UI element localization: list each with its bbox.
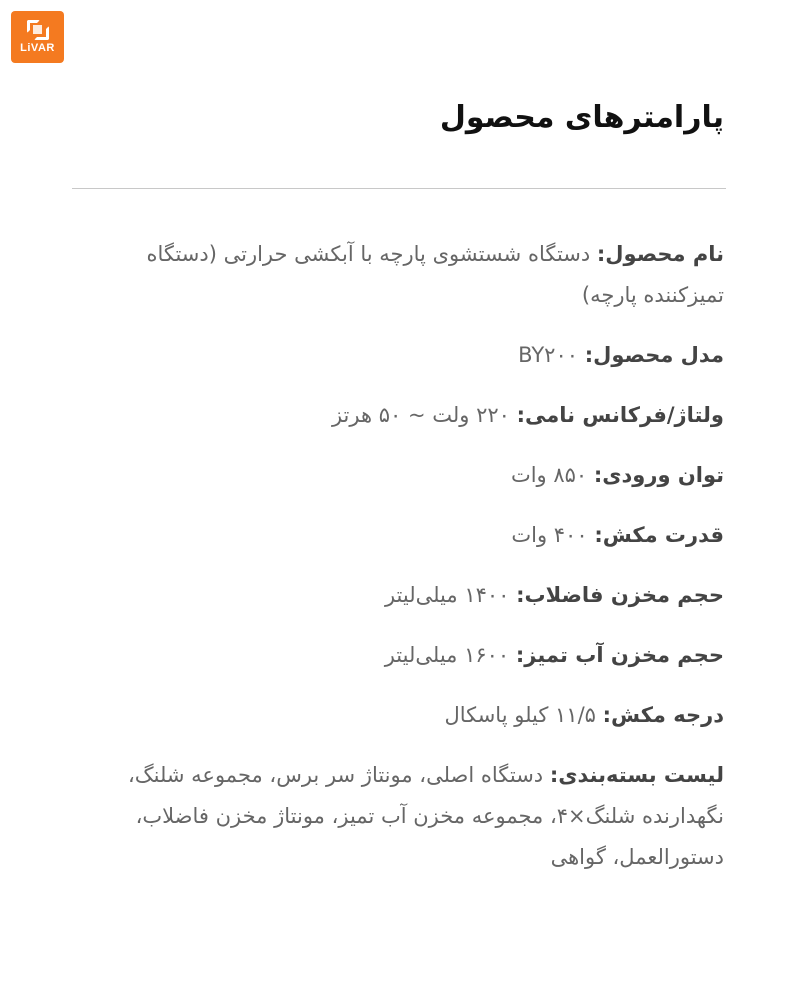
spec-suction-power: قدرت مکش: ۴۰۰ وات bbox=[511, 523, 724, 547]
logo-text: LiVAR bbox=[20, 42, 55, 54]
spec-waste-tank: حجم مخزن فاضلاب: ۱۴۰۰ میلی‌لیتر bbox=[384, 583, 724, 607]
spec-model: مدل محصول: BY۲۰۰ bbox=[518, 343, 724, 367]
logo-mark-icon bbox=[27, 20, 49, 40]
page-title: پارامترهای محصول bbox=[439, 100, 724, 135]
spec-voltage: ولتاژ/فرکانس نامی: ۲۲۰ ولت ~ ۵۰ هرتز bbox=[331, 403, 724, 427]
spec-list bbox=[104, 234, 724, 897]
title-divider bbox=[72, 188, 726, 189]
spec-clean-tank: حجم مخزن آب تمیز: ۱۶۰۰ میلی‌لیتر bbox=[384, 643, 724, 667]
spec-suction-degree: درجه مکش: ۱۱/۵ کیلو پاسکال bbox=[444, 703, 724, 727]
spec-input-power: توان ورودی: ۸۵۰ وات bbox=[510, 463, 724, 487]
spec-product-name: نام محصول: دستگاه شستشوی پارچه با آبکشی حرارتی (دستگاه تمیزکننده پارچه) bbox=[146, 242, 724, 307]
livar-logo[interactable] bbox=[11, 11, 64, 63]
spec-package-list: لیست بسته‌بندی: دستگاه اصلی، مونتاژ سر برس، مجموعه شلنگ، نگهدارنده شلنگ×۴، مجموعه مخزن آب تمیز، مونتاژ مخزن فاضلاب، دستورالعمل، گواهی bbox=[128, 763, 724, 869]
